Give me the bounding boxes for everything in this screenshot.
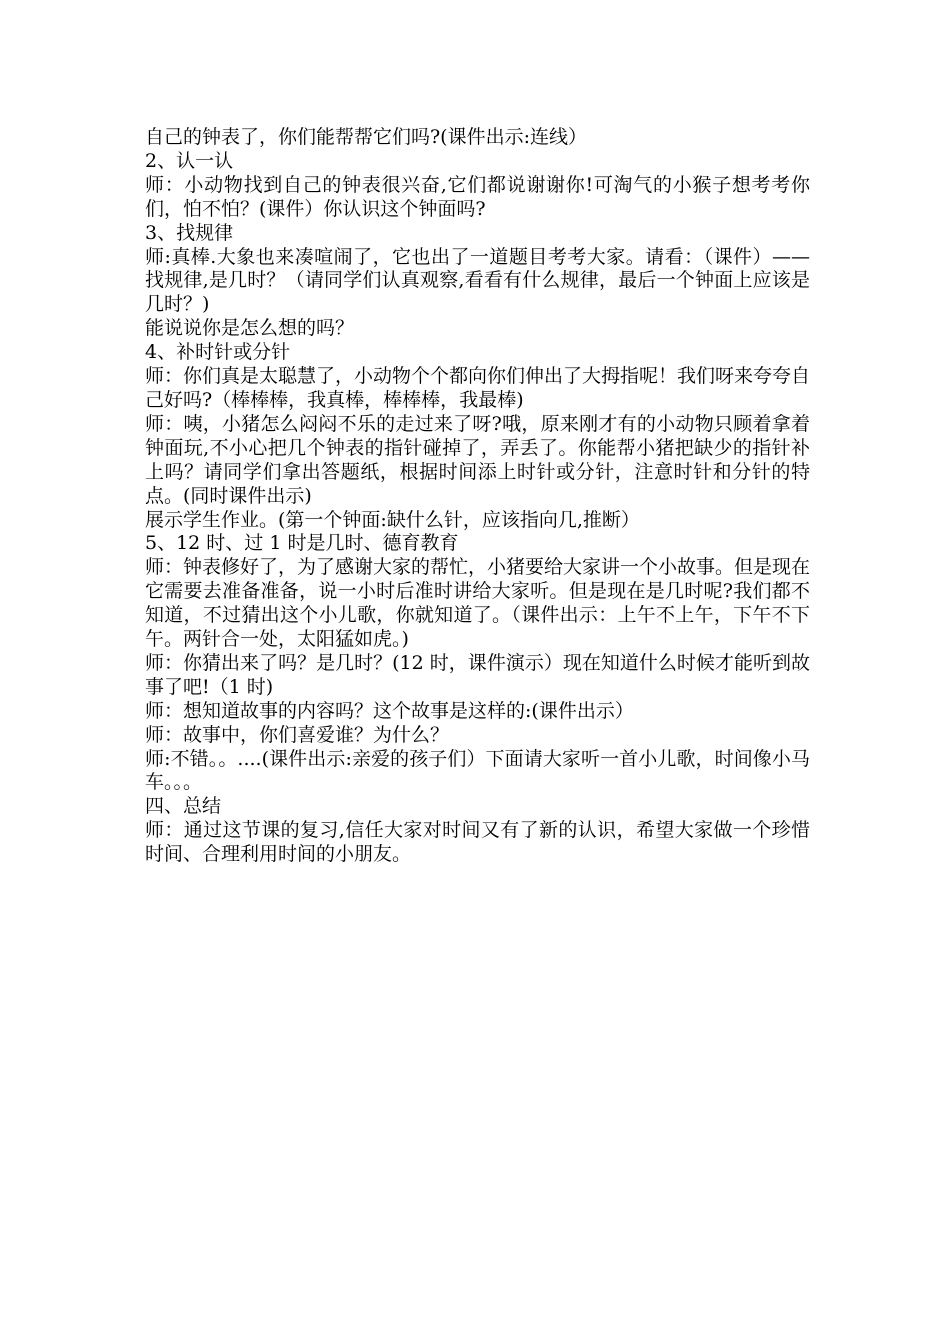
paragraph-explain-thinking: 能说说你是怎么想的吗？ [145, 317, 355, 340]
heading-find-pattern: 3、找规律 [145, 221, 234, 244]
paragraph-favorite-character: 师：故事中，你们喜爱谁？为什么？ [145, 723, 450, 746]
paragraph-story-content: 师：想知道故事的内容吗？这个故事是这样的:(课件出示） [145, 699, 634, 722]
paragraph-pig-hands: 师：咦，小猪怎么闷闷不乐的走过来了呀?哦，原来刚才有的小动物只顾着拿着钟面玩,不小心把几个钟表的指针碰掉了，弄丢了。你能帮小猪把缺少的指针补上吗？请同学们拿出答题纸，根据时间添上时针或分针，注意时针和分针的特点。(同时课件出示) [145, 412, 810, 507]
paragraph-monkey-quiz: 师：小动物找到自己的钟表很兴奋,它们都说谢谢你!可淘气的小猴子想考考你们，怕不怕？(课件）你认识这个钟面吗? [145, 173, 810, 220]
paragraph-elephant-pattern: 师:真棒.大象也来凑喧闹了，它也出了一道题目考考大家。请看：（课件）——找规律,是几时？（请同学们认真观察,看看有什么规律，最后一个钟面上应该是几时？) [145, 245, 810, 316]
paragraph-connect-clocks: 自己的钟表了，你们能帮帮它们吗?(课件出示:连线） [145, 126, 588, 148]
paragraph-pig-story: 师：钟表修好了，为了感谢大家的帮忙，小猪要给大家讲一个小故事。但是现在它需要去准备准备，说一小时后准时讲给大家听。但是现在是几时呢?我们都不知道，不过猜出这个小儿歌，你就知道了。（课件出示：上午不上午，下午不下午。两针合一处，太阳猛如虎。) [145, 556, 811, 651]
heading-summary: 四、总结 [145, 795, 222, 818]
paragraph-song: 师:不错。。....(课件出示:亲爱的孩子们）下面请大家听一首小儿歌，时间像小马车。。。 [145, 747, 810, 794]
heading-add-hands: 4、补时针或分针 [145, 341, 291, 364]
paragraph-conclusion: 师：通过这节课的复习,信任大家对时间又有了新的认识，希望大家做一个珍惜时间、合理利用时间的小朋友。 [145, 819, 810, 866]
heading-twelve-oclock: 5、12 时、过 1 时是几时、德育教育 [145, 532, 459, 555]
heading-recognize: 2、认一认 [145, 149, 234, 172]
paragraph-show-work: 展示学生作业。(第一个钟面:缺什么针，应该指向几,推断） [145, 508, 640, 531]
document-body [145, 126, 810, 867]
paragraph-praise: 师：你们真是太聪慧了，小动物个个都向你们伸出了大拇指呢！我们呀来夸夸自己好吗?（棒棒棒，我真棒，棒棒棒，我最棒) [145, 365, 811, 411]
paragraph-guess-time: 师：你猜出来了吗？是几时？(12 时，课件演示）现在知道什么时候才能听到故事了吧!（1 时) [145, 651, 810, 698]
